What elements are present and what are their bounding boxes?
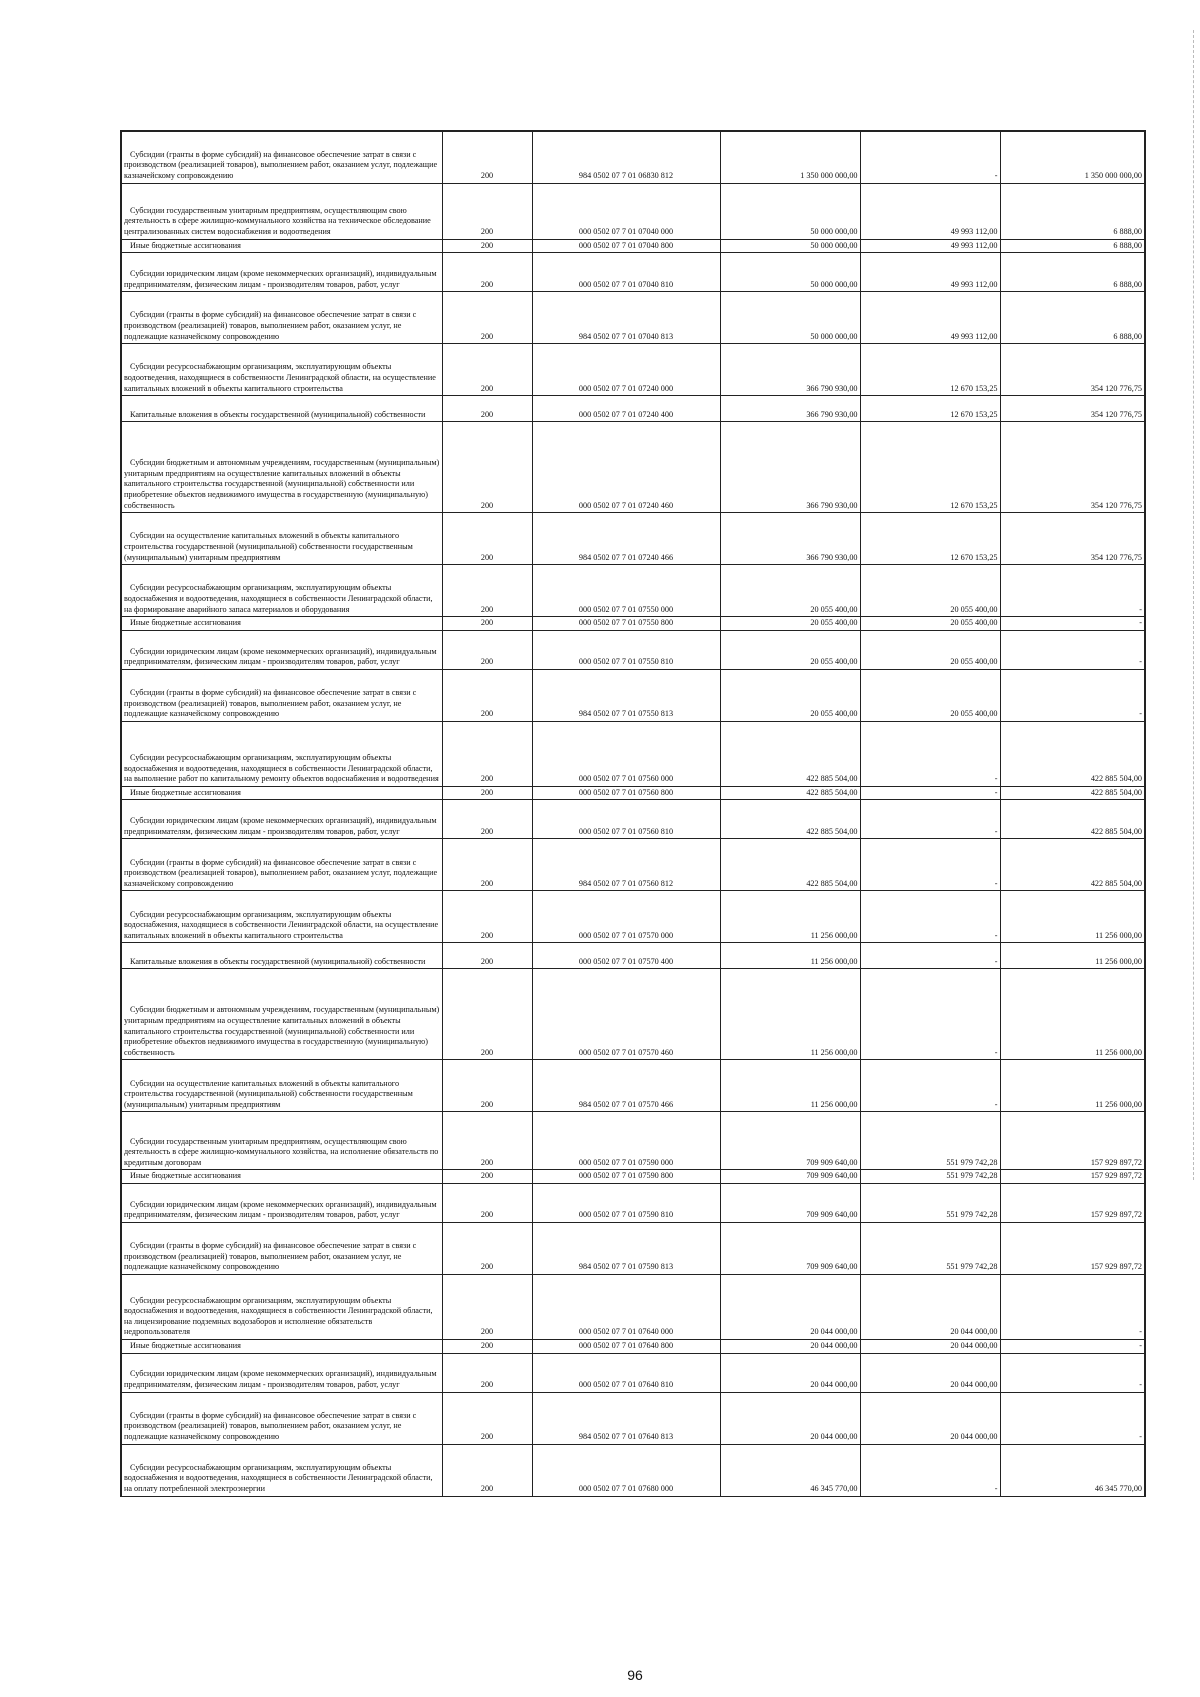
table-row	[121, 891, 1145, 943]
table-row	[121, 1275, 1145, 1340]
row-line-code: 200	[442, 800, 532, 839]
row-line-code: 200	[442, 1223, 532, 1275]
row-approved-amount: 366 790 930,00	[720, 396, 860, 422]
row-approved-amount: 709 909 640,00	[720, 1170, 860, 1184]
row-budget-code: 000 0502 07 7 01 07640 810	[532, 1353, 720, 1392]
row-executed-amount: 49 993 112,00	[860, 239, 1000, 253]
row-executed-amount: -	[860, 800, 1000, 839]
row-unexecuted-amount: 422 885 504,00	[1000, 721, 1145, 786]
row-budget-code: 000 0502 07 7 01 07570 400	[532, 943, 720, 969]
row-budget-code: 000 0502 07 7 01 07560 800	[532, 786, 720, 800]
row-approved-amount: 20 044 000,00	[720, 1275, 860, 1340]
row-name: Субсидии бюджетным и автономным учреждениям, государственным (муниципальным) унитарным предприятиям на осуществление капитальных вложений в объекты капитального строительства государственной (муниципальной) собственности или приобретение объектов недвижимого имущества в государственную (муниципальную) собственность	[121, 969, 442, 1060]
row-executed-amount: 12 670 153,25	[860, 422, 1000, 513]
row-name: Иные бюджетные ассигнования	[121, 786, 442, 800]
row-executed-amount: 49 993 112,00	[860, 253, 1000, 292]
row-line-code: 200	[442, 630, 532, 669]
row-line-code: 200	[442, 943, 532, 969]
row-budget-code: 000 0502 07 7 01 07570 460	[532, 969, 720, 1060]
row-unexecuted-amount: 157 929 897,72	[1000, 1223, 1145, 1275]
row-budget-code: 984 0502 07 7 01 07550 813	[532, 669, 720, 721]
row-executed-amount: -	[860, 786, 1000, 800]
table-row	[121, 1170, 1145, 1184]
row-unexecuted-amount: -	[1000, 630, 1145, 669]
row-line-code: 200	[442, 131, 532, 183]
row-name: Субсидии (гранты в форме субсидий) на финансовое обеспечение затрат в связи с производством (реализацией) товаров, выполнением работ, оказанием услуг, не подлежащие казначейскому сопровождению	[121, 1392, 442, 1444]
row-executed-amount: 49 993 112,00	[860, 292, 1000, 344]
row-name: Капитальные вложения в объекты государственной (муниципальной) собственности	[121, 396, 442, 422]
row-name: Субсидии (гранты в форме субсидий) на финансовое обеспечение затрат в связи с производством (реализацией товаров), выполнением работ, оказанием услуг, подлежащие казначейскому сопровождению	[121, 839, 442, 891]
row-line-code: 200	[442, 292, 532, 344]
row-unexecuted-amount: -	[1000, 1353, 1145, 1392]
row-budget-code: 984 0502 07 7 01 07640 813	[532, 1392, 720, 1444]
row-executed-amount: 20 044 000,00	[860, 1353, 1000, 1392]
row-approved-amount: 422 885 504,00	[720, 800, 860, 839]
table-row	[121, 183, 1145, 239]
row-executed-amount: -	[860, 721, 1000, 786]
row-line-code: 200	[442, 1170, 532, 1184]
row-line-code: 200	[442, 565, 532, 617]
row-name: Субсидии государственным унитарным предприятиям, осуществляющим свою деятельность в сфере жилищно-коммунального хозяйства на техническое обследование централизованных систем водоснабжения и водоотведения	[121, 183, 442, 239]
row-name: Субсидии юридическим лицам (кроме некоммерческих организаций), индивидуальным предпринимателям, физическим лицам - производителям товаров, работ, услуг	[121, 630, 442, 669]
row-name: Субсидии ресурсоснабжающим организациям, эксплуатирующим объекты водоснабжения и водоотведения, находящиеся в собственности Ленинградской области, на оплату потребленной электроэнергии	[121, 1444, 442, 1496]
row-approved-amount: 20 055 400,00	[720, 617, 860, 631]
row-budget-code: 000 0502 07 7 01 07240 460	[532, 422, 720, 513]
row-approved-amount: 20 055 400,00	[720, 630, 860, 669]
row-budget-code: 000 0502 07 7 01 07570 000	[532, 891, 720, 943]
row-line-code: 200	[442, 786, 532, 800]
row-approved-amount: 50 000 000,00	[720, 183, 860, 239]
row-executed-amount: -	[860, 839, 1000, 891]
table-row	[121, 943, 1145, 969]
row-approved-amount: 50 000 000,00	[720, 253, 860, 292]
row-name: Субсидии (гранты в форме субсидий) на финансовое обеспечение затрат в связи с производством (реализацией) товаров, выполнением работ, оказанием услуг, не подлежащие казначейскому сопровождению	[121, 292, 442, 344]
row-line-code: 200	[442, 1392, 532, 1444]
row-approved-amount: 1 350 000 000,00	[720, 131, 860, 183]
row-budget-code: 000 0502 07 7 01 07590 810	[532, 1184, 720, 1223]
row-name: Субсидии ресурсоснабжающим организациям, эксплуатирующим объекты водоснабжения и водоотведения, находящиеся в собственности Ленинградской области, на выполнение работ по капитальному ремонту объектов водоснабжения и водоотведения	[121, 721, 442, 786]
row-budget-code: 000 0502 07 7 01 07550 800	[532, 617, 720, 631]
row-approved-amount: 20 044 000,00	[720, 1340, 860, 1354]
row-budget-code: 000 0502 07 7 01 07550 000	[532, 565, 720, 617]
table-row	[121, 630, 1145, 669]
row-unexecuted-amount: 11 256 000,00	[1000, 891, 1145, 943]
table-row	[121, 131, 1145, 183]
row-approved-amount: 11 256 000,00	[720, 943, 860, 969]
row-name: Субсидии на осуществление капитальных вложений в объекты капитального строительства государственной (муниципальной) собственности государственным (муниципальным) унитарным предприятиям	[121, 513, 442, 565]
row-line-code: 200	[442, 422, 532, 513]
row-name: Иные бюджетные ассигнования	[121, 239, 442, 253]
table-row	[121, 1223, 1145, 1275]
row-approved-amount: 366 790 930,00	[720, 344, 860, 396]
row-budget-code: 000 0502 07 7 01 07550 810	[532, 630, 720, 669]
table-row	[121, 839, 1145, 891]
row-unexecuted-amount: -	[1000, 1275, 1145, 1340]
row-name: Субсидии ресурсоснабжающим организациям, эксплуатирующим объекты водоснабжения и водоотведения, находящиеся в собственности Ленинградской области, на лицензирование подземных водозаборов и исполнение обязательств недропользователя	[121, 1275, 442, 1340]
row-approved-amount: 422 885 504,00	[720, 721, 860, 786]
row-executed-amount: 20 044 000,00	[860, 1340, 1000, 1354]
row-name: Субсидии юридическим лицам (кроме некоммерческих организаций), индивидуальным предпринимателям, физическим лицам - производителям товаров, работ, услуг	[121, 1184, 442, 1223]
row-executed-amount: 551 979 742,28	[860, 1112, 1000, 1170]
row-executed-amount: -	[860, 1060, 1000, 1112]
row-line-code: 200	[442, 839, 532, 891]
row-budget-code: 000 0502 07 7 01 07640 000	[532, 1275, 720, 1340]
row-budget-code: 000 0502 07 7 01 07040 800	[532, 239, 720, 253]
table-row	[121, 1112, 1145, 1170]
table-row	[121, 1060, 1145, 1112]
row-approved-amount: 366 790 930,00	[720, 422, 860, 513]
row-executed-amount: 20 055 400,00	[860, 617, 1000, 631]
row-approved-amount: 20 044 000,00	[720, 1353, 860, 1392]
row-budget-code: 000 0502 07 7 01 07240 000	[532, 344, 720, 396]
row-line-code: 200	[442, 891, 532, 943]
table-body	[121, 131, 1145, 1496]
row-unexecuted-amount: 11 256 000,00	[1000, 969, 1145, 1060]
row-line-code: 200	[442, 1275, 532, 1340]
row-executed-amount: -	[860, 1444, 1000, 1496]
row-budget-code: 000 0502 07 7 01 07590 800	[532, 1170, 720, 1184]
row-unexecuted-amount: 6 888,00	[1000, 239, 1145, 253]
row-executed-amount: 551 979 742,28	[860, 1170, 1000, 1184]
row-unexecuted-amount: -	[1000, 669, 1145, 721]
row-name: Иные бюджетные ассигнования	[121, 1340, 442, 1354]
row-approved-amount: 366 790 930,00	[720, 513, 860, 565]
row-name: Капитальные вложения в объекты государственной (муниципальной) собственности	[121, 943, 442, 969]
row-executed-amount: 20 055 400,00	[860, 565, 1000, 617]
row-name: Субсидии ресурсоснабжающим организациям, эксплуатирующим объекты водоснабжения, находящиеся в собственности Ленинградской области, на осуществление капитальных вложений в объекты капитального строительства	[121, 891, 442, 943]
row-unexecuted-amount: 6 888,00	[1000, 253, 1145, 292]
row-line-code: 200	[442, 513, 532, 565]
row-budget-code: 984 0502 07 7 01 07560 812	[532, 839, 720, 891]
row-executed-amount: 551 979 742,28	[860, 1184, 1000, 1223]
row-executed-amount: -	[860, 969, 1000, 1060]
table-row	[121, 253, 1145, 292]
row-unexecuted-amount: 11 256 000,00	[1000, 943, 1145, 969]
row-unexecuted-amount: 354 120 776,75	[1000, 344, 1145, 396]
row-unexecuted-amount: -	[1000, 1340, 1145, 1354]
row-line-code: 200	[442, 1444, 532, 1496]
row-budget-code: 984 0502 07 7 01 07040 813	[532, 292, 720, 344]
table-row	[121, 617, 1145, 631]
row-unexecuted-amount: -	[1000, 1392, 1145, 1444]
row-line-code: 200	[442, 1060, 532, 1112]
row-name: Субсидии государственным унитарным предприятиям, осуществляющим свою деятельность в сфере жилищно-коммунального хозяйства, на исполнение обязательств по кредитным договорам	[121, 1112, 442, 1170]
row-line-code: 200	[442, 396, 532, 422]
row-approved-amount: 422 885 504,00	[720, 786, 860, 800]
table-row	[121, 422, 1145, 513]
row-approved-amount: 422 885 504,00	[720, 839, 860, 891]
row-budget-code: 984 0502 07 7 01 07590 813	[532, 1223, 720, 1275]
row-line-code: 200	[442, 1340, 532, 1354]
row-approved-amount: 50 000 000,00	[720, 292, 860, 344]
row-unexecuted-amount: 157 929 897,72	[1000, 1170, 1145, 1184]
row-budget-code: 000 0502 07 7 01 07640 800	[532, 1340, 720, 1354]
table-row	[121, 786, 1145, 800]
row-budget-code: 000 0502 07 7 01 07040 810	[532, 253, 720, 292]
row-line-code: 200	[442, 239, 532, 253]
row-unexecuted-amount: 157 929 897,72	[1000, 1184, 1145, 1223]
row-unexecuted-amount: 354 120 776,75	[1000, 422, 1145, 513]
row-unexecuted-amount: 11 256 000,00	[1000, 1060, 1145, 1112]
row-name: Субсидии бюджетным и автономным учреждениям, государственным (муниципальным) унитарным предприятиям на осуществление капитальных вложений в объекты капитального строительства государственной (муниципальной) собственности или приобретение объектов недвижимого имущества в государственную (муниципальную) собственность	[121, 422, 442, 513]
row-executed-amount: 20 044 000,00	[860, 1275, 1000, 1340]
table-row	[121, 344, 1145, 396]
table-row	[121, 1353, 1145, 1392]
row-executed-amount: 12 670 153,25	[860, 396, 1000, 422]
row-name: Иные бюджетные ассигнования	[121, 1170, 442, 1184]
page-number: 96	[627, 1667, 643, 1683]
row-line-code: 200	[442, 1112, 532, 1170]
table-row	[121, 565, 1145, 617]
row-budget-code: 984 0502 07 7 01 07570 466	[532, 1060, 720, 1112]
table-row	[121, 292, 1145, 344]
row-unexecuted-amount: 422 885 504,00	[1000, 800, 1145, 839]
row-approved-amount: 11 256 000,00	[720, 1060, 860, 1112]
row-line-code: 200	[442, 183, 532, 239]
budget-execution-table	[120, 130, 1146, 1497]
table-row	[121, 1340, 1145, 1354]
scan-edge-line	[1193, 30, 1194, 1180]
row-executed-amount: 551 979 742,28	[860, 1223, 1000, 1275]
row-approved-amount: 50 000 000,00	[720, 239, 860, 253]
row-executed-amount: 12 670 153,25	[860, 513, 1000, 565]
row-approved-amount: 46 345 770,00	[720, 1444, 860, 1496]
row-name: Иные бюджетные ассигнования	[121, 617, 442, 631]
row-line-code: 200	[442, 969, 532, 1060]
row-unexecuted-amount: 6 888,00	[1000, 292, 1145, 344]
row-unexecuted-amount: 354 120 776,75	[1000, 396, 1145, 422]
row-executed-amount: 20 055 400,00	[860, 669, 1000, 721]
row-approved-amount: 709 909 640,00	[720, 1112, 860, 1170]
row-line-code: 200	[442, 721, 532, 786]
row-approved-amount: 709 909 640,00	[720, 1223, 860, 1275]
row-approved-amount: 20 055 400,00	[720, 669, 860, 721]
table-row	[121, 1444, 1145, 1496]
row-line-code: 200	[442, 617, 532, 631]
row-name: Субсидии юридическим лицам (кроме некоммерческих организаций), индивидуальным предпринимателям, физическим лицам - производителям товаров, работ, услуг	[121, 800, 442, 839]
table-row	[121, 721, 1145, 786]
table-row	[121, 513, 1145, 565]
row-unexecuted-amount: 422 885 504,00	[1000, 839, 1145, 891]
table-row	[121, 396, 1145, 422]
row-name: Субсидии (гранты в форме субсидий) на финансовое обеспечение затрат в связи с производством (реализацией) товаров, выполнением работ, оказанием услуг, не подлежащие казначейскому сопровождению	[121, 669, 442, 721]
row-executed-amount: 12 670 153,25	[860, 344, 1000, 396]
row-budget-code: 000 0502 07 7 01 07680 000	[532, 1444, 720, 1496]
row-unexecuted-amount: 46 345 770,00	[1000, 1444, 1145, 1496]
row-budget-code: 984 0502 07 7 01 07240 466	[532, 513, 720, 565]
row-approved-amount: 11 256 000,00	[720, 891, 860, 943]
row-name: Субсидии юридическим лицам (кроме некоммерческих организаций), индивидуальным предпринимателям, физическим лицам - производителям товаров, работ, услуг	[121, 1353, 442, 1392]
row-unexecuted-amount: 157 929 897,72	[1000, 1112, 1145, 1170]
row-executed-amount: -	[860, 943, 1000, 969]
row-line-code: 200	[442, 669, 532, 721]
row-line-code: 200	[442, 253, 532, 292]
row-line-code: 200	[442, 1184, 532, 1223]
row-budget-code: 984 0502 07 7 01 06830 812	[532, 131, 720, 183]
row-unexecuted-amount: 6 888,00	[1000, 183, 1145, 239]
row-line-code: 200	[442, 344, 532, 396]
row-name: Субсидии на осуществление капитальных вложений в объекты капитального строительства государственной (муниципальной) собственности государственным (муниципальным) унитарным предприятиям	[121, 1060, 442, 1112]
row-executed-amount: -	[860, 131, 1000, 183]
row-budget-code: 000 0502 07 7 01 07560 810	[532, 800, 720, 839]
table-row	[121, 800, 1145, 839]
row-name: Субсидии ресурсоснабжающим организациям, эксплуатирующим объекты водоснабжения и водоотведения, находящиеся в собственности Ленинградской области, на формирование аварийного запаса материалов и оборудования	[121, 565, 442, 617]
row-budget-code: 000 0502 07 7 01 07560 000	[532, 721, 720, 786]
table-row	[121, 1392, 1145, 1444]
row-approved-amount: 20 055 400,00	[720, 565, 860, 617]
row-name: Субсидии ресурсоснабжающим организациям, эксплуатирующим объекты водоотведения, находящиеся в собственности Ленинградской области, на осуществление капитальных вложений в объекты капитального строительства	[121, 344, 442, 396]
row-line-code: 200	[442, 1353, 532, 1392]
row-approved-amount: 709 909 640,00	[720, 1184, 860, 1223]
row-name: Субсидии юридическим лицам (кроме некоммерческих организаций), индивидуальным предпринимателям, физическим лицам - производителям товаров, работ, услуг	[121, 253, 442, 292]
row-unexecuted-amount: 354 120 776,75	[1000, 513, 1145, 565]
table-row	[121, 239, 1145, 253]
row-name: Субсидии (гранты в форме субсидий) на финансовое обеспечение затрат в связи с производством (реализацией) товаров, выполнением работ, оказанием услуг, не подлежащие казначейскому сопровождению	[121, 1223, 442, 1275]
row-unexecuted-amount: -	[1000, 565, 1145, 617]
row-approved-amount: 11 256 000,00	[720, 969, 860, 1060]
row-unexecuted-amount: 1 350 000 000,00	[1000, 131, 1145, 183]
table-row	[121, 969, 1145, 1060]
row-executed-amount: -	[860, 891, 1000, 943]
row-unexecuted-amount: -	[1000, 617, 1145, 631]
row-executed-amount: 20 055 400,00	[860, 630, 1000, 669]
row-budget-code: 000 0502 07 7 01 07240 400	[532, 396, 720, 422]
row-approved-amount: 20 044 000,00	[720, 1392, 860, 1444]
row-executed-amount: 49 993 112,00	[860, 183, 1000, 239]
row-budget-code: 000 0502 07 7 01 07040 000	[532, 183, 720, 239]
table-row	[121, 1184, 1145, 1223]
row-name: Субсидии (гранты в форме субсидий) на финансовое обеспечение затрат в связи с производством (реализацией товаров), выполнением работ, оказанием услуг, подлежащие казначейскому сопровождению	[121, 131, 442, 183]
table-row	[121, 669, 1145, 721]
row-executed-amount: 20 044 000,00	[860, 1392, 1000, 1444]
row-unexecuted-amount: 422 885 504,00	[1000, 786, 1145, 800]
row-budget-code: 000 0502 07 7 01 07590 000	[532, 1112, 720, 1170]
